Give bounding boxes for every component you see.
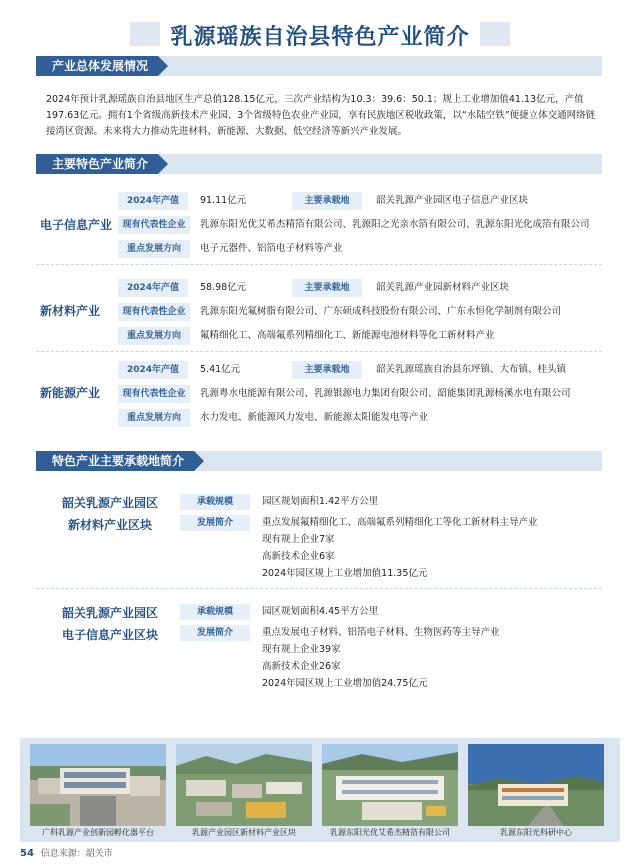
- industry-companies: 乳源东阳光氟树脂有限公司、广东硕成科技股份有限公司、广东永恒化学制剂有限公司: [200, 306, 562, 317]
- base-intro-line: 重点发展电子材料、铝箔电子材料、生物医药等主导产业: [262, 627, 500, 638]
- photo-caption: 乳源东阳光科研中心: [500, 828, 572, 837]
- label-direction: 重点发展方向: [118, 327, 190, 345]
- industry-carrier: 韶关乳源产业园区电子信息产业区块: [376, 195, 529, 206]
- base-name-line2: 电子信息产业区块: [61, 628, 158, 642]
- photo-caption: 乳源东阳光优艾希杰精箔有限公司: [330, 828, 450, 837]
- industry-companies: 乳源粤水电能源有限公司、乳源银源电力集团有限公司、韶能集团乳源杨溪水电有限公司: [200, 388, 571, 399]
- base-intro-line: 2024年园区规上工业增加值11.35亿元: [262, 568, 428, 579]
- label-companies: 现有代表性企业: [118, 216, 190, 234]
- footer: [20, 846, 113, 859]
- base-intro-line: 高新技术企业6家: [262, 551, 335, 562]
- title-band: [0, 14, 640, 52]
- section-title: 特色产业主要承载地简介: [36, 451, 194, 471]
- photo-foil-company: [322, 744, 458, 826]
- industry-carrier: 韶关乳源瑶族自治县东坪镇、大布镇、桂头镇: [376, 364, 567, 375]
- label-carrier: 主要承载地: [292, 279, 362, 297]
- base-intro-line: 现有规上企业39家: [262, 644, 341, 655]
- base-name-line1: 韶关乳源产业园区: [61, 496, 158, 510]
- base-intro-line: 2024年园区规上工业增加值24.75亿元: [262, 678, 428, 689]
- photo-strip: [20, 738, 620, 842]
- photo-incubator: [30, 744, 166, 826]
- section-title: 产业总体发展情况: [36, 56, 158, 76]
- section-title: 主要特色产业简介: [36, 154, 158, 174]
- base-name-line2: 新材料产业区块: [67, 518, 152, 532]
- overview-paragraph: 2024年预计乳源瑶族自治县地区生产总值128.15亿元，三次产业结构为10.3：39.6：50.1；规上工业增加值41.13亿元，产值197.63亿元。拥有1个省级高新技术产业园、3个省级特色农业产业园，享有民族地区税收政策，以“水陆空铁”便捷立体交通网络链接湾区资源。未来将大力推动先进材料、新能源、大数据、低空经济等新兴产业发展。: [46, 94, 596, 137]
- industry-name: 电子信息产业: [40, 218, 113, 232]
- base-intro-line: 高新技术企业26家: [262, 661, 341, 672]
- industry-output: 58.98亿元: [200, 282, 247, 293]
- label-output: 2024年产值: [118, 192, 188, 210]
- label-output: 2024年产值: [118, 279, 188, 297]
- divider: [36, 351, 602, 352]
- label-carrier: 主要承载地: [292, 192, 362, 210]
- photo-research-center: [468, 744, 604, 826]
- industry-name: 新能源产业: [40, 386, 101, 400]
- label-carrier: 主要承载地: [292, 361, 362, 379]
- base-name-line1: 韶关乳源产业园区: [61, 606, 158, 620]
- photo-caption: 广科乳源产业创新园孵化器平台: [42, 828, 154, 837]
- base-intro-line: 重点发展氟精细化工、高端氟系列精细化工等化工新材料主导产业: [262, 517, 538, 528]
- section-header-bases: [36, 451, 602, 471]
- label-companies: 现有代表性企业: [118, 385, 190, 403]
- label-companies: 现有代表性企业: [118, 303, 190, 321]
- page-number: 54: [20, 848, 34, 859]
- source-note: 信息来源：韶关市: [40, 849, 113, 859]
- section-header-overview: [36, 56, 602, 76]
- photo-new-materials-block: [176, 744, 312, 826]
- industry-direction: 电子元器件、铝箔电子材料等产业: [200, 243, 343, 254]
- divider: [36, 588, 602, 589]
- photo-caption: 乳源产业园区新材料产业区块: [192, 828, 296, 837]
- industry-direction: 水力发电、新能源风力发电、新能源太阳能发电等产业: [200, 412, 429, 423]
- label-intro: 发展简介: [180, 515, 250, 531]
- base-scale: 园区规划面积1.42平方公里: [262, 496, 379, 507]
- industry-direction: 氟精细化工、高端氟系列精细化工、新能源电池材料等化工新材料产业: [200, 330, 495, 341]
- industry-companies: 乳源东阳光优艾希杰精箔有限公司、乳源阳之光亲水箔有限公司、乳源东阳光化成箔有限公司: [200, 219, 590, 230]
- label-scale: 承载规模: [180, 494, 250, 510]
- industry-name: 新材料产业: [40, 304, 101, 318]
- industry-output: 5.41亿元: [200, 364, 241, 375]
- label-direction: 重点发展方向: [118, 240, 190, 258]
- page-title: 乳源瑶族自治县特色产业简介: [170, 25, 470, 50]
- label-scale: 承载规模: [180, 604, 250, 620]
- industry-output: 91.11亿元: [200, 195, 247, 206]
- label-direction: 重点发展方向: [118, 409, 190, 427]
- industry-carrier: 韶关乳源产业园新材料产业区块: [376, 282, 510, 293]
- base-intro-line: 现有规上企业7家: [262, 534, 335, 545]
- divider: [36, 264, 602, 265]
- label-output: 2024年产值: [118, 361, 188, 379]
- base-scale: 园区规划面积4.45平方公里: [262, 606, 379, 617]
- section-header-industries: [36, 154, 602, 174]
- label-intro: 发展简介: [180, 625, 250, 641]
